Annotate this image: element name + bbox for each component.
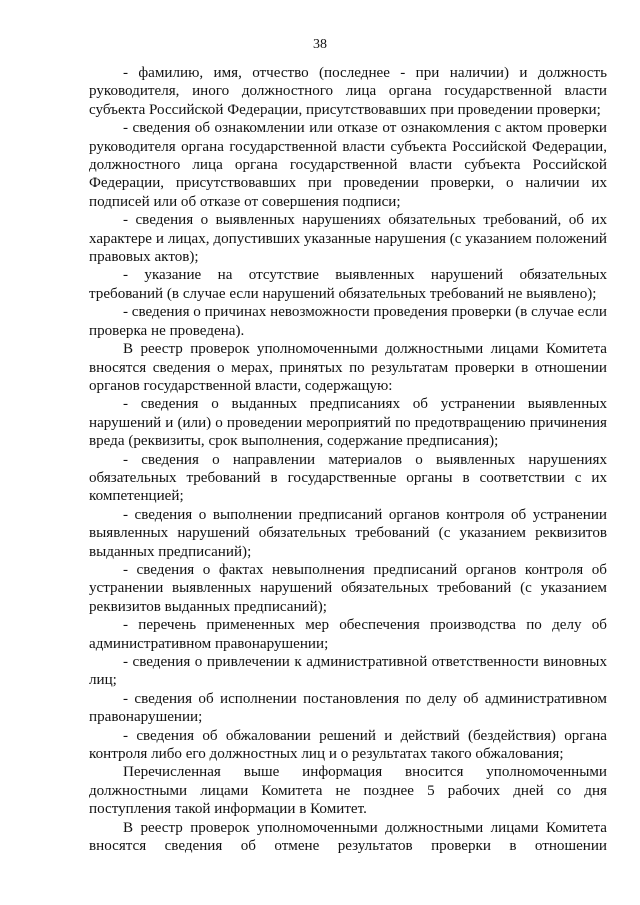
paragraph-enforcement-measures: - перечень примененных мер обеспечения производства по делу об административном правонарушении; [89,617,607,652]
paragraph-materials-referral: - сведения о направлении материалов о выявленных нарушениях обязательных требований в государственные органы в соответствии с их компетенцией; [89,451,607,505]
paragraph-acquaintance-with-act: - сведения об ознакомлении или отказе от ознакомления с актом проверки руководителя органа государственной власти субъекта Российской Федерации, должностного лица органа государственной власти субъекта Российской Федерации, присутствовавших при проведении проверки, о наличии их подписей или об отказе от совершения подписи; [89,120,607,210]
paragraph-appeals: - сведения об обжаловании решений и действий (бездействия) органа контроля либо его должностных лиц и о результатах такого обжалования; [89,727,607,763]
paragraph-orders-not-fulfilled: - сведения о фактах невыполнения предписаний органов контроля об устранении выявленных нарушений обязательных требований (с указанием реквизитов выданных предписаний); [89,561,607,615]
paragraph-violations-found: - сведения о выявленных нарушениях обязательных требований, об их характере и лицах, допустивших указанные нарушения (с указанием положений правовых актов); [89,212,607,266]
document-body [89,64,607,855]
paragraph-impossibility-reasons: - сведения о причинах невозможности проведения проверки (в случае если проверка не проведена). [89,304,607,339]
paragraph-resolution-execution: - сведения об исполнении постановления по делу об административном правонарушении; [89,690,607,726]
paragraph-deadline: Перечисленная выше информация вносится уполномоченными должностными лицами Комитета не позднее 5 рабочих дней со дня поступления такой информации в Комитет. [89,764,607,818]
paragraph-cancellation: В реестр проверок уполномоченными должностными лицами Комитета вносятся сведения об отмене результатов проверки в отношении [89,819,607,855]
paragraph-orders-fulfilled: - сведения о выполнении предписаний органов контроля об устранении выявленных нарушений обязательных требований (с указанием реквизитов выданных предписаний); [89,506,607,560]
paragraph-official-name: - фамилию, имя, отчество (последнее - при наличии) и должность руководителя, иного должностного лица органа государственной власти субъекта Российской Федерации, присутствовавших при проведении проверки; [89,65,607,118]
page-number: 38 [313,37,327,52]
paragraph-issued-orders: - сведения о выданных предписаниях об устранении выявленных нарушений и (или) о проведении мероприятий по предотвращению причинения вреда (реквизиты, срок выполнения, содержание предписания); [89,396,607,450]
paragraph-registry-measures: В реестр проверок уполномоченными должностными лицами Комитета вносятся сведения о мерах, принятых по результатам проверки в отношении органов государственной власти, содержащую: [89,341,607,394]
paragraph-no-violations: - указание на отсутствие выявленных нарушений обязательных требований (в случае если нарушений обязательных требований не выявлено); [89,267,607,302]
paragraph-administrative-liability: - сведения о привлечении к административной ответственности виновных лиц; [89,654,607,689]
